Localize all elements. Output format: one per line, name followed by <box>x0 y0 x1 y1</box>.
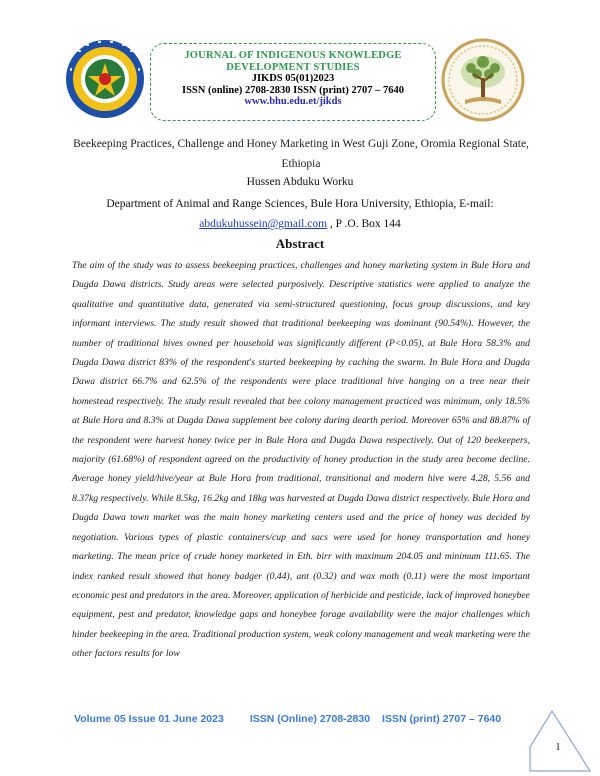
journal-name-line-1: JOURNAL OF INDIGENOUS KNOWLEDGE <box>184 50 402 61</box>
journal-info-box <box>150 43 436 121</box>
affiliation-text: Department of Animal and Range Sciences, Bule Hora University, Ethiopia, E-mail: <box>106 198 494 210</box>
author-email-link[interactable]: abdukuhussein@gmail.com <box>199 218 328 230</box>
tree-emblem-icon <box>441 38 525 122</box>
page-number: 1 <box>555 742 561 753</box>
journal-header <box>0 0 600 125</box>
abstract-heading: Abstract <box>275 236 325 251</box>
article-title: Beekeeping Practices, Challenge and Honey Marketing in West Guji Zone, Oromia Regional State, Ethiopia <box>73 138 529 170</box>
author-affiliation <box>60 194 540 234</box>
po-box: , P .O. Box 144 <box>327 218 401 230</box>
footer-issn-print: ISSN (print) 2707 – 7640 <box>382 713 502 725</box>
journal-code: JIKDS 05(01)2023 <box>251 73 335 84</box>
author-name: Hussen Abduku Worku <box>246 176 354 188</box>
contact-line <box>60 214 540 234</box>
university-seal-icon <box>64 38 146 120</box>
journal-name-line-2: DEVELOPMENT STUDIES <box>226 61 360 73</box>
journal-issn: ISSN (online) 2708-2830 ISSN (print) 2707 – 7640 <box>182 84 404 96</box>
footer-volume: Volume 05 Issue 01 June 2023 <box>74 713 224 725</box>
page-footer <box>74 713 514 725</box>
footer-issn-online: ISSN (Online) 2708-2830 <box>249 713 371 725</box>
journal-url[interactable]: www.bhu.edu.et/jikds <box>244 96 342 107</box>
abstract-body: The aim of the study was to assess beekeeping practices, challenges and honey marketing system in Bule Hora and Dugda Dawa districts. Study areas were selected purposively. Descriptive statistics were applied to analyze the qualitative and quantitative data, generated via semi-structured questioning, focus group discussions, and key informant interviews. The study result showed that traditional beekeeping was dominant (90.54%). However, the number of traditional hives owned per household was significantly different (P<0.05), at Bule Hora 58.3% and Dugda Dawa district 83% of the respondent's started beekeeping by caching the swarm. In Bule Hora and Dugda Dawa district 66.7% and 62.5% of the respondents were place traditional hive hanging on a tree near their homestead respectively. The study result revealed that bee colony management practiced was minimum, only 18.5% at Bule Hora and 8.3% at Dugda Dawa supplement bee colony during dearth period. Moreover 65% and 88.87% of the respondent were harvest honey twice per in Bule Hora and Dugda Dawa respectively. Out of 120 beekeepers, majority (61.68%) of respondent agreed on the productivity of honey production in the study area become decline. Average honey yield/hive/year at Bule Hora from traditional, transitional and modern hive were 4.28, 5.56 and 8.37kg respectively. While 8.5kg, 16.2kg and 18kg was harvested at Dugda Dawa district respectively. Bule Hora and Dugda Dawa town market was the main honey marketing centers used and the price of honey was decided by negotiation. Various types of plastic containers/cup and sacs were used for honey transportation and honey marketing. The mean price of crude honey marketed in Eth. birr with maximum 204.05 and minimum 111.65. The index ranked result showed that honey badger (0.44), ant (0.32) and wax moth (0.11) were the most important economic pest and predators in the area. Moreover, application of herbicide and pesticide, lack of improved honeybee equipment, pest and predator, knowledge gaps and honeybee forage availability were the major challenges which hinder beekeeping in the area. Traditional production system, weak colony management and weak marketing were the other factors results for low <box>72 260 530 660</box>
page-number-badge-icon <box>522 703 592 773</box>
